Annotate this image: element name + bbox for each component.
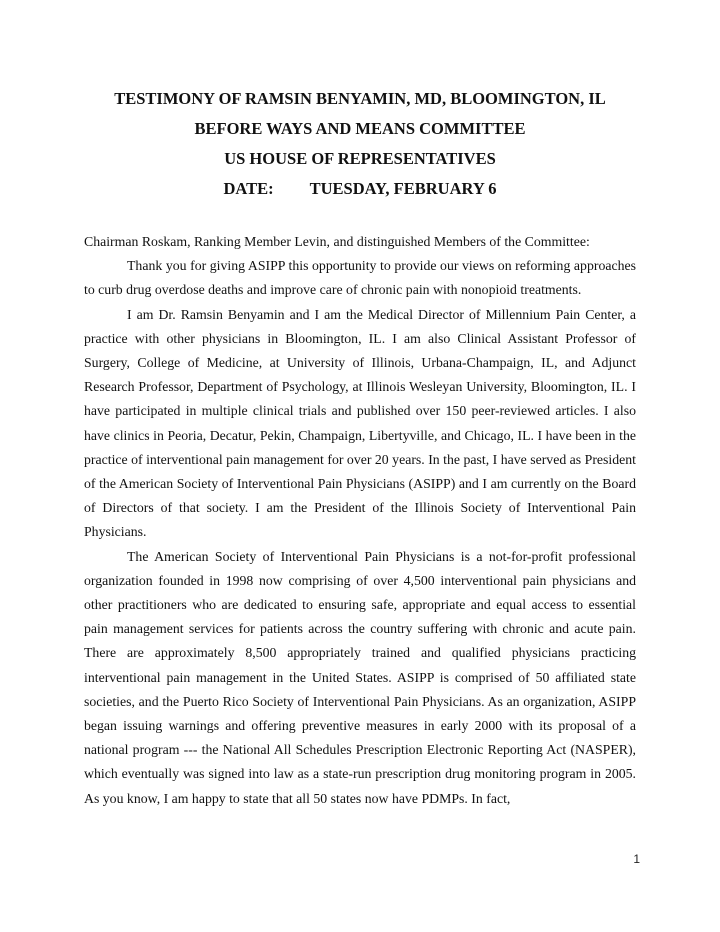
testimony-title: TESTIMONY OF RAMSIN BENYAMIN, MD, BLOOMINGTON, IL	[114, 89, 606, 108]
date-label: DATE:	[223, 179, 274, 198]
paragraph-asipp: The American Society of Interventional Pain Physicians is a not-for-profit professional organization founded in 1998 now comprising of over 4,500 interventional pain physicians and other practitioners who are dedicated to ensuring safe, appropriate and equal access to essential pain management services for patients across the country suffering with chronic and acute pain. There are approximately 8,500 appropriately trained and qualified physicians practicing interventional pain management in the United States. ASIPP is comprised of 50 affiliated state societies, and the Puerto Rico Society of Interventional Pain Physicians. As an organization, ASIPP began issuing warnings and offering preventive measures in early 2000 with its proposal of a national program --- the National All Schedules Prescription Electronic Reporting Act (NASPER), which eventually was signed into law as a state-run prescription drug monitoring program in 2005. As you know, I am happy to state that all 50 states now have PDMPs. In fact,	[84, 548, 636, 806]
document-header	[0, 84, 720, 204]
salutation: Chairman Roskam, Ranking Member Levin, and distinguished Members of the Committee:	[84, 234, 590, 249]
paragraph-introduction: I am Dr. Ramsin Benyamin and I am the Medical Director of Millennium Pain Center, a practice with other physicians in Bloomington, IL. I am also Clinical Assistant Professor of Surgery, College of Medicine, at University of Illinois, Urbana-Champaign, IL, and Adjunct Research Professor, Department of Psychology, at Illinois Wesleyan University, Bloomington, IL. I have participated in multiple clinical trials and published over 150 peer-reviewed articles. I also have clinics in Peoria, Decatur, Pekin, Champaign, Libertyville, and Chicago, IL. I have been in the practice of interventional pain management for over 20 years. In the past, I have served as President of the American Society of Interventional Pain Physicians (ASIPP) and I am currently on the Board of Directors of that society. I am the President of the Illinois Society of Interventional Pain Physicians.	[84, 306, 636, 540]
page-number: 1	[633, 852, 640, 866]
date-value: TUESDAY, FEBRUARY 6	[309, 179, 497, 198]
house-line: US HOUSE OF REPRESENTATIVES	[224, 149, 496, 168]
committee-line: BEFORE WAYS AND MEANS COMMITTEE	[194, 119, 526, 138]
paragraph-thanks: Thank you for giving ASIPP this opportunity to provide our views on reforming approaches to curb drug overdose deaths and improve care of chronic pain with nonopioid treatments.	[84, 258, 636, 298]
document-body	[84, 230, 636, 811]
date-line	[0, 174, 720, 204]
